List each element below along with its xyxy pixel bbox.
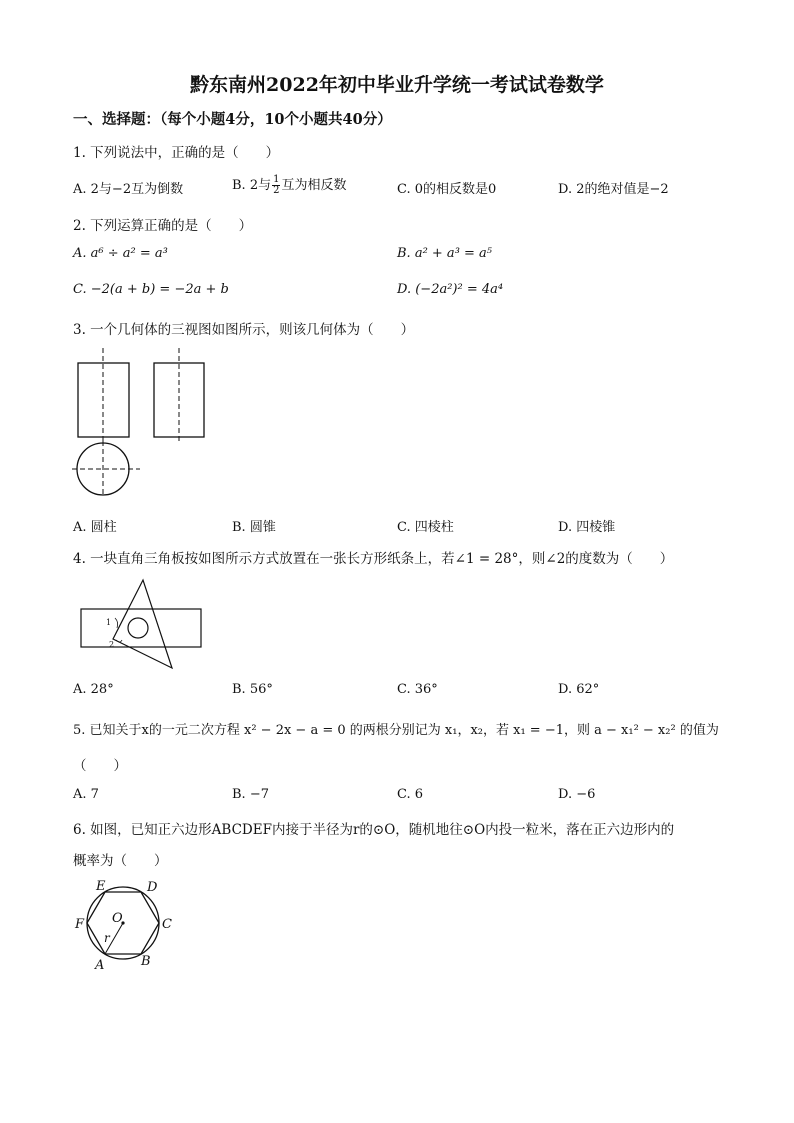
question-4-option-a: A. 28°	[73, 682, 114, 697]
question-5-option-c: C. 6	[397, 787, 424, 802]
question-1-stem: 1. 下列说法中，正确的是（ ）	[73, 145, 280, 161]
page-title: 黔东南州2022年初中毕业升学统一考试试卷数学	[190, 74, 604, 96]
question-3-option-c: C. 四棱柱	[397, 520, 454, 535]
question-5-stem-line-1: 5. 已知关于x的一元二次方程 x² − 2x − a = 0 的两根分别记为 x₁，x₂，若 x₁ = −1，则 a − x₁² − x₂² 的值为	[73, 723, 719, 738]
vertex-e-label: E	[96, 879, 106, 894]
angle-1-label: 1	[106, 618, 112, 627]
question-5-option-d: D. −6	[558, 787, 596, 802]
question-5-stem-line-2: （ ）	[73, 758, 127, 774]
question-3-option-d: D. 四棱锥	[558, 520, 616, 535]
question-3-option-b: B. 圆锥	[232, 520, 276, 535]
fraction-numerator: 1	[273, 174, 280, 185]
question-2-option-a: A. a⁶ ÷ a² = a³	[73, 246, 168, 261]
question-1-option-d: D. 2的绝对值是−2	[558, 182, 669, 197]
question-4-stem: 4. 一块直角三角板按如图所示方式放置在一张长方形纸条上，若∠1 = 28°，则∠2的度数为（ ）	[73, 551, 674, 567]
question-4-option-d: D. 62°	[558, 682, 600, 697]
triangle-on-paper-figure	[75, 578, 210, 673]
center-o-label: O	[112, 911, 123, 926]
question-5-option-b: B. −7	[232, 787, 269, 802]
vertex-a-label: A	[95, 958, 105, 973]
question-6-stem-line-2: 概率为（ ）	[73, 853, 168, 869]
vertex-c-label: C	[162, 917, 172, 932]
vertex-b-label: B	[141, 954, 151, 969]
question-4-option-c: C. 36°	[397, 682, 438, 697]
question-6-stem-line-1: 6. 如图，已知正六边形ABCDEF内接于半径为r的⊙O，随机地往⊙O内投一粒米，落在正六边形内的	[73, 822, 675, 838]
question-3-stem: 3. 一个几何体的三视图如图所示，则该几何体为（ ）	[73, 322, 415, 338]
hexagon-in-circle-figure	[73, 876, 183, 974]
angle-1-arc	[115, 618, 118, 628]
question-2-option-b: B. a² + a³ = a⁵	[397, 246, 493, 261]
fraction-one-half	[272, 175, 280, 196]
three-view-figure	[70, 345, 220, 500]
angle-2-label: 2	[109, 640, 115, 649]
question-2-option-c: C. −2(a + b) = −2a + b	[73, 282, 229, 297]
question-1-option-b	[232, 174, 346, 196]
question-4-option-b: B. 56°	[232, 682, 273, 697]
vertex-d-label: D	[147, 880, 158, 895]
fraction-denominator: 2	[273, 185, 280, 196]
section-heading: 一、选择题：（每个小题4分，10个小题共40分）	[73, 111, 392, 128]
option-b-suffix: 互为相反数	[281, 178, 347, 193]
question-3-option-a: A. 圆柱	[73, 520, 117, 535]
question-2-stem: 2. 下列运算正确的是（ ）	[73, 218, 253, 234]
set-square-hole-circle	[128, 618, 148, 638]
question-1-option-a: A. 2与−2互为倒数	[73, 182, 184, 197]
radius-r-label: r	[104, 931, 110, 945]
question-1-option-c: C. 0的相反数是0	[397, 182, 497, 197]
angle-2-arc	[116, 640, 122, 642]
question-5-option-a: A. 7	[73, 787, 99, 802]
set-square-triangle	[113, 580, 172, 668]
vertex-f-label: F	[75, 917, 85, 932]
paper-strip-rectangle	[81, 609, 201, 647]
question-2-option-d: D. (−2a²)² = 4a⁴	[397, 282, 504, 297]
option-b-prefix: B. 2与	[232, 178, 272, 193]
